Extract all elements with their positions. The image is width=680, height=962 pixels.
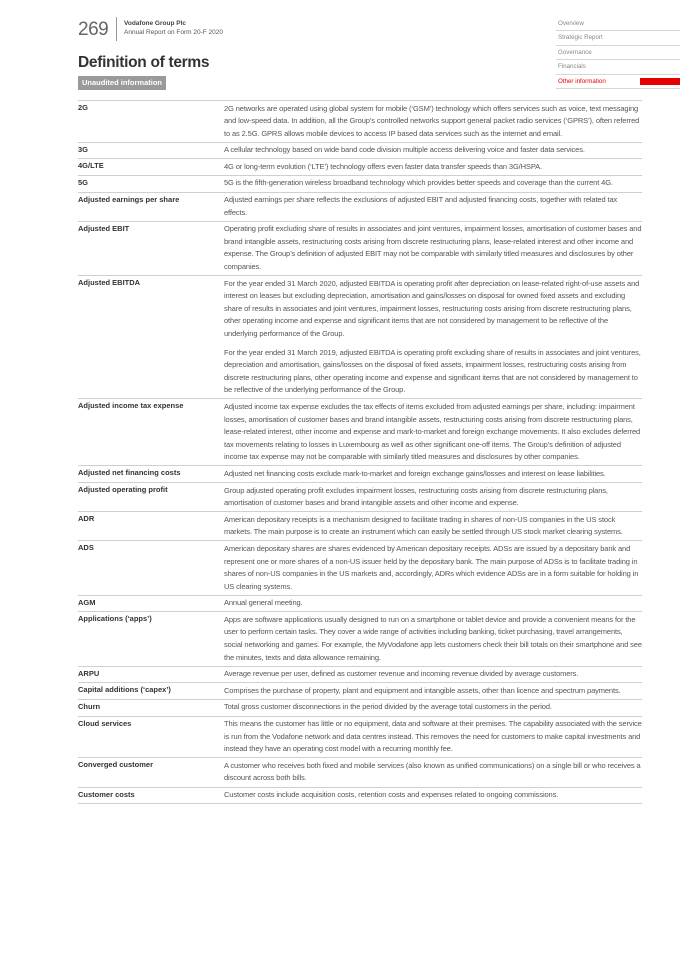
definition-paragraph: 4G or long-term evolution (‘LTE’) technology offers even faster data transfer speeds than 3G/HSPA. — [224, 161, 542, 171]
definition-row — [78, 667, 642, 684]
definition-term: 5G — [78, 177, 89, 187]
definition-description — [224, 401, 642, 464]
definition-paragraph: This means the customer has little or no equipment, data and software at their premises. The capability associated with the service is run from the Vodafone network and data centres instead. This removes the need for customers to make capital investments and instead they have an operating cost model with a recurring monthly fee. — [224, 719, 642, 754]
section-nav — [556, 17, 680, 89]
definition-description — [224, 194, 642, 219]
definition-description — [224, 789, 642, 802]
definition-term: ADR — [78, 514, 95, 524]
definition-row — [78, 101, 642, 143]
definition-paragraph: American depositary receipts is a mechanism designed to facilitate trading in shares of non-US companies in the US stock markets. The main purpose is to create an instrument which can easily be settled through US stock market clearing systems. — [224, 514, 623, 537]
definition-description — [224, 543, 642, 593]
definition-paragraph: Apps are software applications usually designed to run on a smartphone or tablet device and provide a convenient means for the user to perform certain tasks. They cover a wide range of activities including banking, ticket purchasing, travel arrangements, social networking and games. For example, the MyVodafone app lets customers check their bill totals on their smartphone and see the minutes, texts and data allowance remaining. — [224, 614, 642, 662]
definition-description — [224, 718, 642, 756]
definition-row — [78, 717, 642, 759]
definition-term: Adjusted income tax expense — [78, 401, 184, 411]
definition-paragraph: Adjusted income tax expense excludes the tax effects of items excluded from adjusted earnings per share, including: impairment losses, amortisation of customer bases and brand intangible assets, restructuring costs arising from discrete restructuring plans, lease-related interest, other income and expense and mark-to-market and foreign exchange movements. It also excludes deferred tax movements relating to losses in Luxembourg as well as other significant one-off items. The Group’s definition of adjusted income tax expense may not be comparable with similarly titled measures and disclosures by other companies. — [224, 401, 641, 462]
nav-item-financials[interactable]: Financials — [556, 60, 680, 74]
definition-description — [224, 468, 642, 481]
definition-description — [224, 223, 642, 273]
definition-term: Adjusted EBIT — [78, 223, 130, 233]
definition-paragraph: For the year ended 31 March 2020, adjusted EBITDA is operating profit after depreciation on lease-related right-of-use assets and interest on leases but excluding depreciation, amortisation and gains/losses on disposal for owned fixed assets and excluding share of results in associates and joint ventures, impairment losses, restructuring costs arising from discrete restructuring plans, other operating income and expense and significant items that are not considered by management to be reflective of the underlying performance of the Group. — [224, 278, 640, 338]
definition-description — [224, 144, 642, 157]
definition-term: ARPU — [78, 668, 100, 678]
definition-term: Adjusted EBITDA — [78, 278, 141, 288]
definition-term: Adjusted net financing costs — [78, 468, 181, 478]
nav-item-governance[interactable]: Governance — [556, 46, 680, 60]
definition-paragraph: American depositary shares are shares evidenced by American depositary receipts. ADSs are issued by a depositary bank and represent one or more shares of a non-US issuer held by the depositary bank. The main purpose of ADSs is to facilitate trading in shares of non-US companies in the US markets and, accordingly, ADRs which evidence ADSs are in a form suitable for holding in US clearing systems. — [224, 543, 639, 591]
definition-paragraph: Comprises the purchase of property, plant and equipment and intangible assets, other than licence and spectrum payments. — [224, 685, 621, 695]
definition-term: Customer costs — [78, 789, 135, 799]
definition-description — [224, 701, 642, 714]
definition-description — [224, 103, 642, 141]
definition-paragraph: Adjusted earnings per share reflects the exclusions of adjusted EBIT and adjusted financing costs, together with related tax effects. — [224, 195, 618, 217]
definition-paragraph: A customer who receives both fixed and mobile services (also known as unified communications) on a single bill or who receives a discount across both bills. — [224, 760, 641, 783]
definition-paragraph: 5G is the fifth-generation wireless broadband technology which provides better speeds and coverage than the current 4G. — [224, 178, 613, 188]
header-divider — [116, 17, 117, 41]
definition-paragraph: Adjusted net financing costs exclude mark-to-market and foreign exchange gains/losses and interest on lease liabilities. — [224, 468, 606, 478]
unaudited-badge: Unaudited information — [78, 76, 166, 90]
page-number: 269 — [78, 19, 109, 40]
definition-description — [224, 760, 642, 785]
definition-term: Cloud services — [78, 718, 132, 728]
definition-row — [78, 143, 642, 160]
definition-description — [224, 177, 642, 190]
definition-paragraph: Average revenue per user, defined as customer revenue and incoming revenue divided by average customers. — [224, 669, 579, 679]
nav-item-other-information[interactable]: Other information — [556, 75, 680, 89]
definition-term: Converged customer — [78, 760, 154, 770]
definition-term: Applications (‘apps’) — [78, 614, 152, 624]
definition-description — [224, 514, 642, 539]
definition-term: 4G/LTE — [78, 161, 104, 171]
definition-term: Churn — [78, 701, 101, 711]
definition-paragraph: 2G networks are operated using global system for mobile (‘GSM’) technology which offers services such as voice, text messaging and low-speed data. In addition, all the Group’s controlled networks support general packet radio services (‘GPRS’), often referred to as 2.5G. GPRS allows mobile devices to access IP based data services such as the internet and email. — [224, 103, 640, 138]
definition-row — [78, 788, 642, 805]
definition-description — [224, 685, 642, 698]
definition-row — [78, 276, 642, 399]
definition-description — [224, 597, 642, 610]
nav-item-overview[interactable]: Overview — [556, 17, 680, 31]
definition-row — [78, 399, 642, 466]
definition-paragraph: Total gross customer disconnections in the period divided by the average total customers in the period. — [224, 702, 552, 712]
definition-description — [224, 614, 642, 664]
company-name: Vodafone Group Plc — [124, 20, 186, 27]
definition-term: 2G — [78, 103, 89, 112]
definition-paragraph: Operating profit excluding share of results in associates and joint ventures, impairment losses, amortisation of customer bases and brand intangible assets, restructuring costs arising from discrete restructuring plans, lease-related interest and other income and expense. The Group’s definition of adjusted EBIT may not be comparable with similarly titled measures and disclosures by other companies. — [224, 224, 642, 272]
definition-row — [78, 193, 642, 222]
definition-term: AGM — [78, 597, 96, 607]
definition-row — [78, 466, 642, 483]
definition-description — [224, 668, 642, 681]
definition-row — [78, 222, 642, 276]
page-title: Definition of terms — [78, 54, 210, 71]
report-name: Annual Report on Form 20-F 2020 — [124, 29, 223, 36]
definition-row — [78, 700, 642, 717]
definitions-table — [78, 100, 642, 804]
definition-row — [78, 176, 642, 193]
definition-term: Adjusted earnings per share — [78, 194, 180, 204]
definition-term: 3G — [78, 144, 89, 154]
definition-row — [78, 758, 642, 787]
definition-row — [78, 612, 642, 666]
definition-paragraph: A cellular technology based on wide band code division multiple access delivering voice and faster data services. — [224, 145, 585, 155]
definition-paragraph: Customer costs include acquisition costs, retention costs and expenses related to ongoing commissions. — [224, 790, 559, 799]
definition-row — [78, 159, 642, 176]
definition-row — [78, 596, 642, 613]
definition-term: ADS — [78, 543, 94, 553]
definition-row — [78, 483, 642, 512]
definition-row — [78, 541, 642, 595]
definition-paragraph: Annual general meeting. — [224, 598, 303, 608]
definition-paragraph: Group adjusted operating profit excludes impairment losses, restructuring costs arising from discrete restructuring plans, amortisation of customer bases and brand intangible assets and other income and expense. — [224, 485, 608, 508]
definition-term: Capital additions (‘capex’) — [78, 685, 171, 695]
definition-row — [78, 683, 642, 700]
definition-description — [224, 485, 642, 510]
definition-description — [224, 161, 642, 174]
definition-paragraph: For the year ended 31 March 2019, adjusted EBITDA is operating profit excluding share of results in associates and joint ventures, depreciation and amortisation, gains/losses on the disposal of fixed assets, impairment losses, restructuring costs arising from discrete restructuring plans, other operating income and expense and significant items that are not considered by management to be reflective of the underlying performance of the Group. — [224, 347, 641, 395]
definition-description — [224, 278, 642, 397]
definition-row — [78, 512, 642, 541]
definition-term: Adjusted operating profit — [78, 485, 168, 495]
nav-item-strategic-report[interactable]: Strategic Report — [556, 31, 680, 45]
